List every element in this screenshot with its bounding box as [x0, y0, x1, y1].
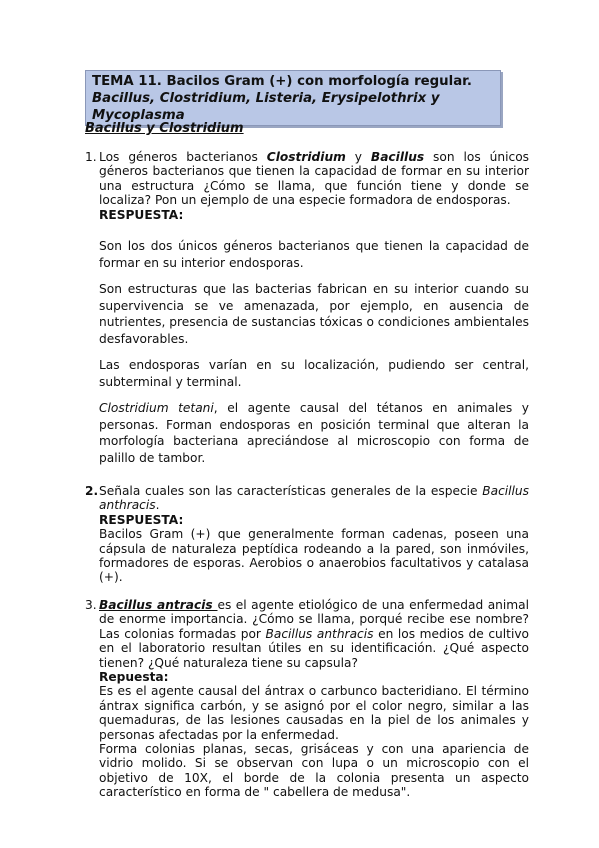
question-text: Señala cuales son las características generales de la especie Bacillus anthracis.	[99, 484, 529, 513]
question-1	[85, 150, 529, 466]
answer-paragraph: Bacilos Gram (+) que generalmente forman cadenas, poseen una cápsula de naturaleza peptídica rodeando a la pared, son inmóviles, formadores de esporas. Aerobios o anaerobios facultativos y catalasa (+).	[99, 527, 529, 585]
topic-title-line3: Mycoplasma	[92, 108, 185, 123]
response-label: RESPUESTA:	[99, 512, 184, 527]
question-text: Los géneros bacterianos Clostridium y Bacillus son los únicos géneros bacterianos que tienen la capacidad de formar en su interior una estructura ¿Cómo se llama, que función tiene y donde se localiza? Pon un ejemplo de una especie formadora de endosporas.	[99, 150, 529, 208]
question-3	[85, 598, 529, 800]
topic-title-box	[85, 70, 501, 126]
topic-title-line2: Bacillus, Clostridium, Listeria, Erysipelothrix y	[92, 91, 440, 106]
topic-title-line1: TEMA 11. Bacilos Gram (+) con morfología regular.	[92, 74, 472, 89]
question-number: 3.	[85, 598, 97, 612]
answer-paragraph: Es es el agente causal del ántrax o carbunco bacteridiano. El término ántrax significa carbón, y se asignó por el color negro, similar a las quemaduras, de las lesiones causadas en la piel de los animales y personas afectadas por la enfermedad.	[99, 684, 529, 742]
response-label: RESPUESTA:	[99, 207, 184, 222]
answer-paragraph: Forma colonias planas, secas, grisáceas y con una apariencia de vidrio molido. Si se observan con lupa o un microscopio con el objetivo de 10X, el borde de la colonia presenta un aspecto característico en forma de " cabellera de medusa".	[99, 742, 529, 800]
question-text: Bacillus antracis es el agente etiológico de una enfermedad animal de enorme importancia. ¿Cómo se llama, porqué recibe ese nombre? Las colonias formadas por Bacillus anthracis en los medios de cultivo en el laboratorio resultan útiles en su identificación. ¿Qué aspecto tienen? ¿Qué naturaleza tiene su capsula?	[99, 598, 530, 670]
answer-paragraph: Son los dos únicos géneros bacterianos que tienen la capacidad de formar en su interior endosporas.	[99, 239, 529, 270]
section-subheading: Bacillus y Clostridium	[85, 121, 244, 136]
question-number: 2.	[85, 484, 99, 498]
answer-paragraph: Son estructuras que las bacterias fabrican en su interior cuando su supervivencia se ve amenazada, por ejemplo, en ausencia de nutrientes, presencia de sustancias tóxicas o condiciones ambientales desfavorables.	[99, 282, 529, 346]
question-2	[85, 484, 529, 585]
answer-paragraph: Clostridium tetani, el agente causal del tétanos en animales y personas. Forman endosporas en posición terminal que alteran la morfología bacteriana apreciándose al microscopio con forma de palillo de tambor.	[99, 401, 529, 465]
response-label: Repuesta:	[99, 670, 169, 685]
answer-paragraph: Las endosporas varían en su localización, pudiendo ser central, subterminal y terminal.	[99, 358, 529, 389]
question-number: 1.	[85, 150, 97, 164]
